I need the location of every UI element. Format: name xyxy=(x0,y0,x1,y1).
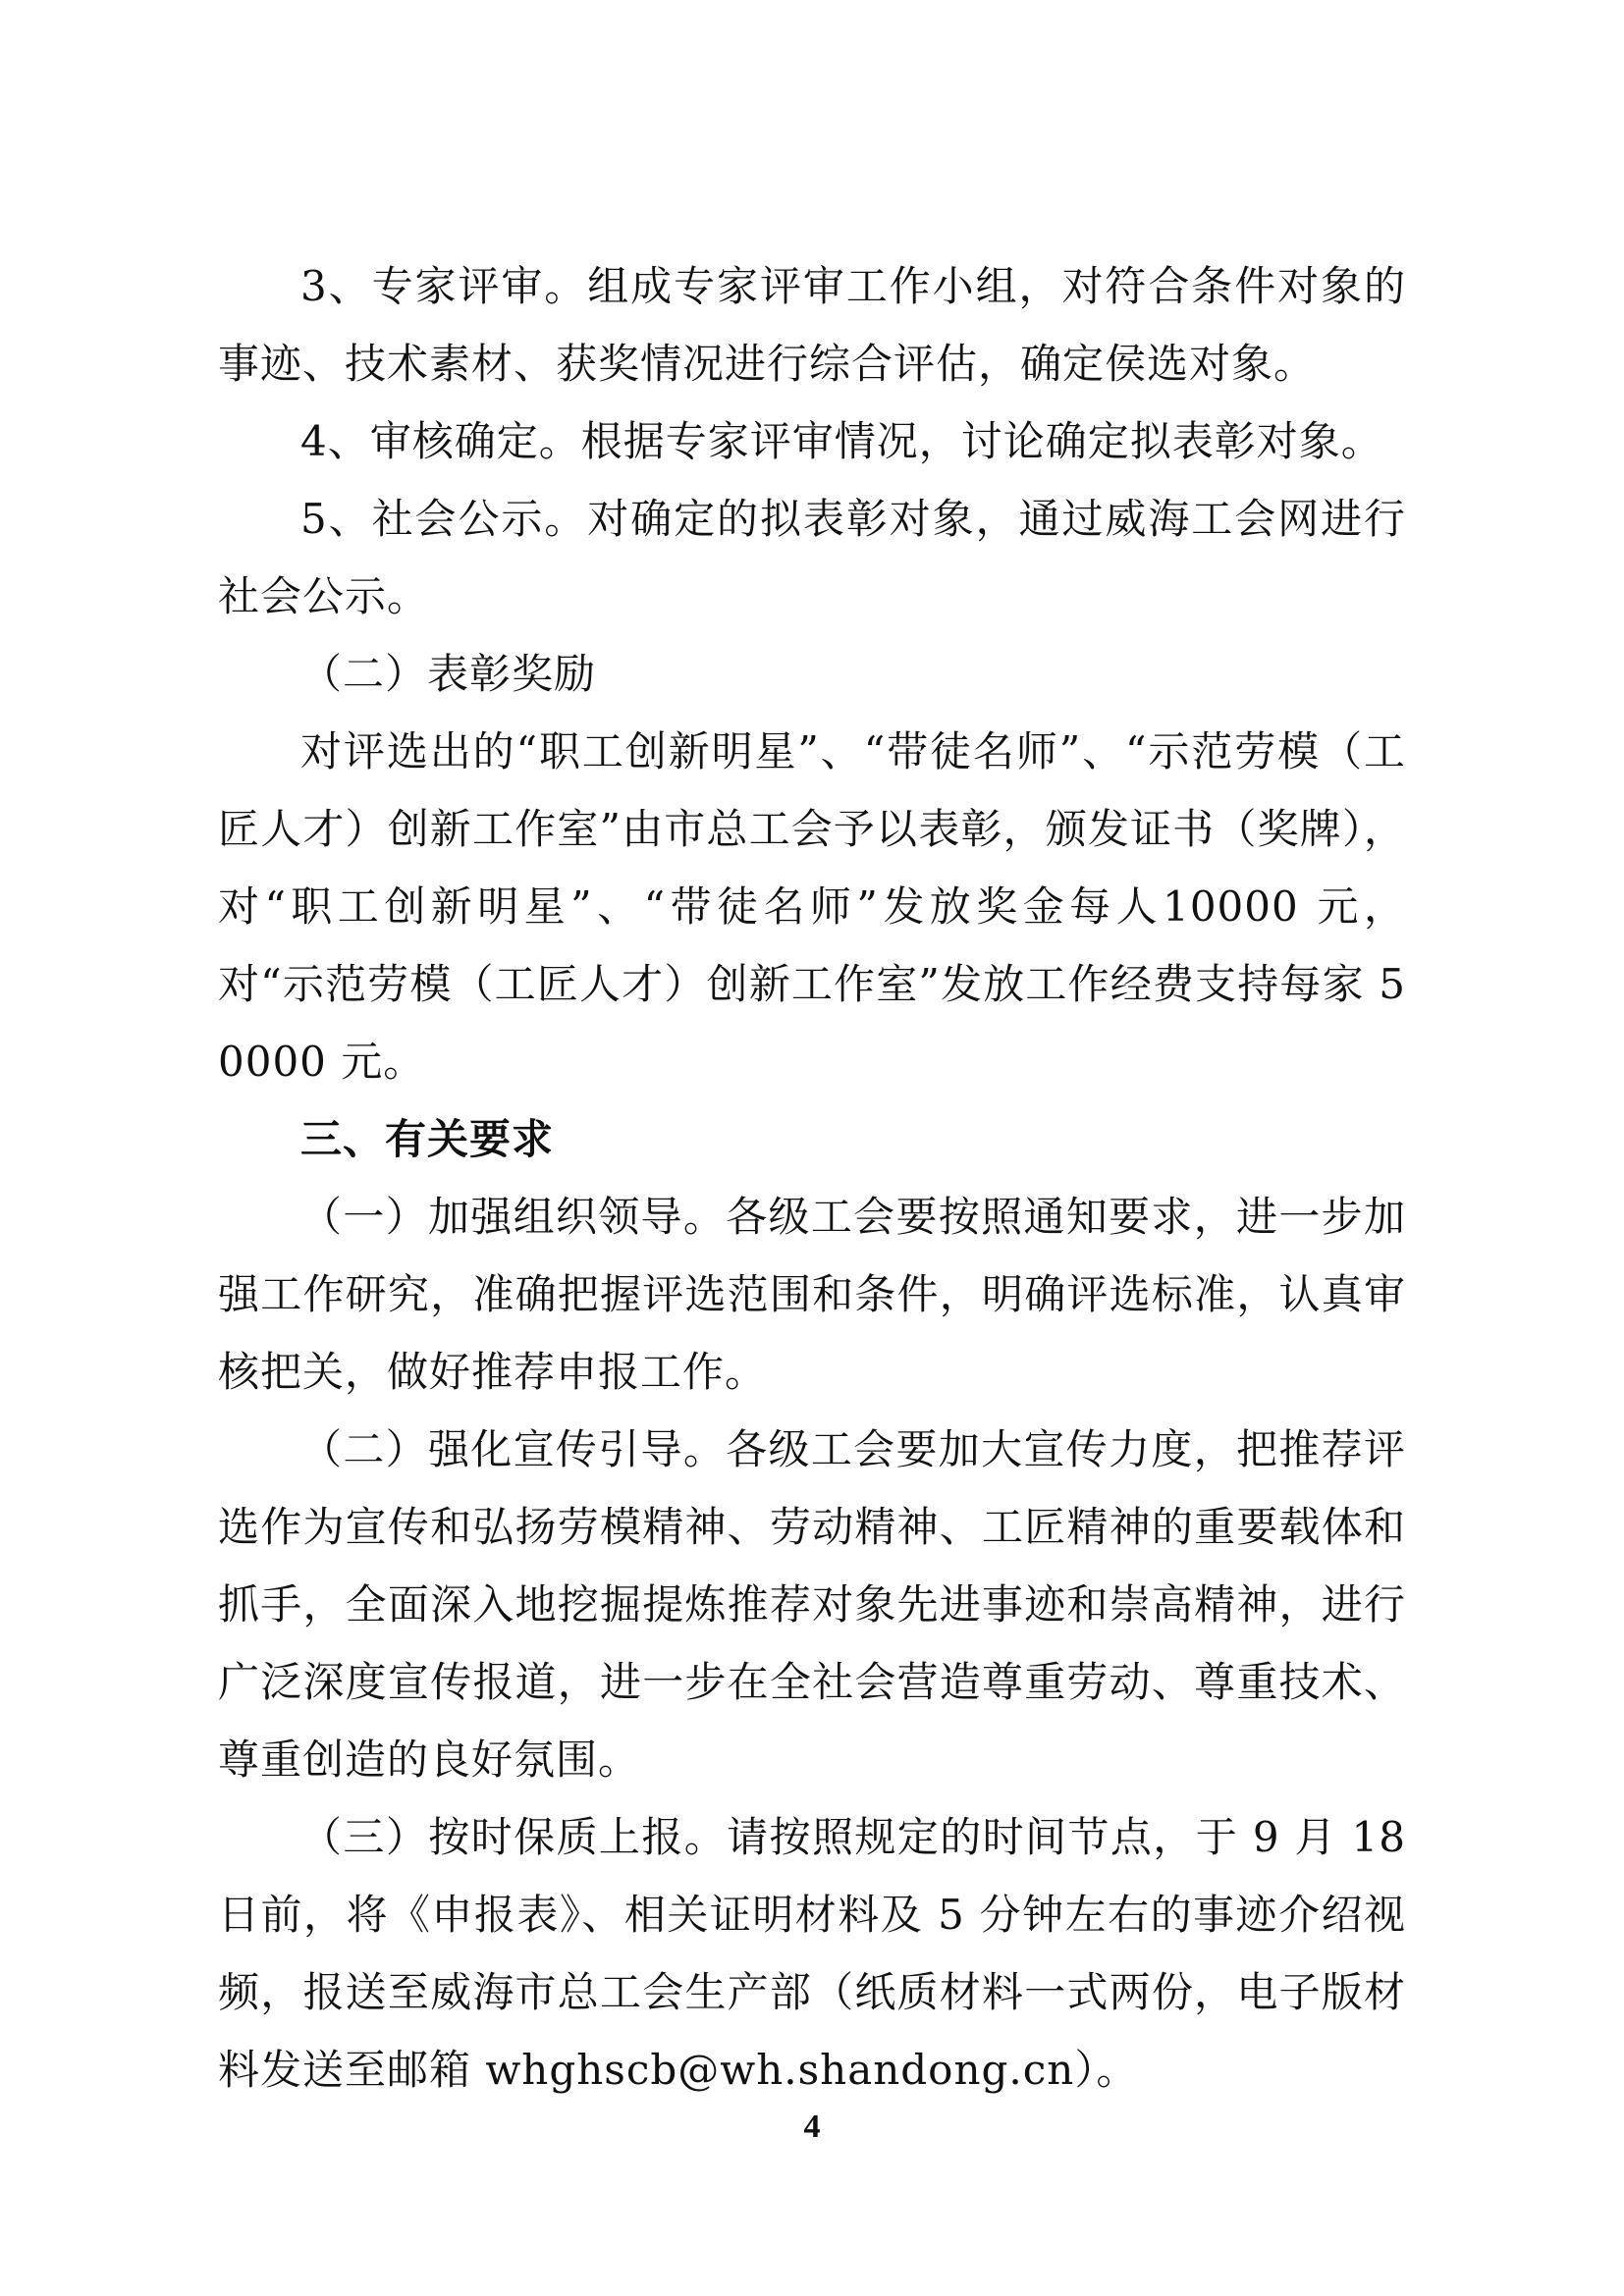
paragraph-review-confirm: 4、审核确定。根据专家评审情况，讨论确定拟表彰对象。 xyxy=(300,417,1383,465)
paragraph-expert-review: 3、专家评审。组成专家评审工作小组，对符合条件对象的事迹、技术素材、获奖情况进行综合评估，确定侯选对象。 xyxy=(218,262,1406,388)
paragraph-submission: （三）按时保质上报。请按照规定的时间节点，于 9 月 18日前，将《申报表》、相关证明材料及 5 分钟左右的事迹介绍视频，报送至威海市总工会生产部（纸质材料一式两份，电子版材料发送至邮箱 whghscb@wh.shandong.cn）。 xyxy=(218,1813,1406,2094)
paragraph-publicity: （二）强化宣传引导。各级工会要加大宣传力度，把推荐评选作为宣传和弘扬劳模精神、劳动精神、工匠精神的重要载体和抓手，全面深入地挖掘提炼推荐对象先进事迹和崇高精神，进行广泛深度宣传报道，进一步在全社会营造尊重劳动、尊重技术、尊重创造的良好氛围。 xyxy=(218,1425,1406,1784)
subheading-commendation: （二）表彰奖励 xyxy=(300,650,597,698)
page-number: 4 xyxy=(803,2109,821,2145)
paragraph-public-notice: 5、社会公示。对确定的拟表彰对象，通过威海工会网进行社会公示。 xyxy=(218,495,1406,620)
section-heading-requirements: 三、有关要求 xyxy=(300,1115,555,1163)
body-text xyxy=(218,247,1406,2109)
paragraph-commendation: 对评选出的“职工创新明星”、“带徒名师”、“示范劳模（工匠人才）创新工作室”由市总工会予以表彰，颁发证书（奖牌），对“职工创新明星”、“带徒名师”发放奖金每人10000 元，对“示范劳模（工匠人才）创新工作室”发放工作经费支持每家 50000 元。 xyxy=(218,727,1406,1086)
paragraph-organization: （一）加强组织领导。各级工会要按照通知要求，进一步加强工作研究，准确把握评选范围和条件，明确评选标准，认真审核把关，做好推荐申报工作。 xyxy=(218,1193,1406,1396)
